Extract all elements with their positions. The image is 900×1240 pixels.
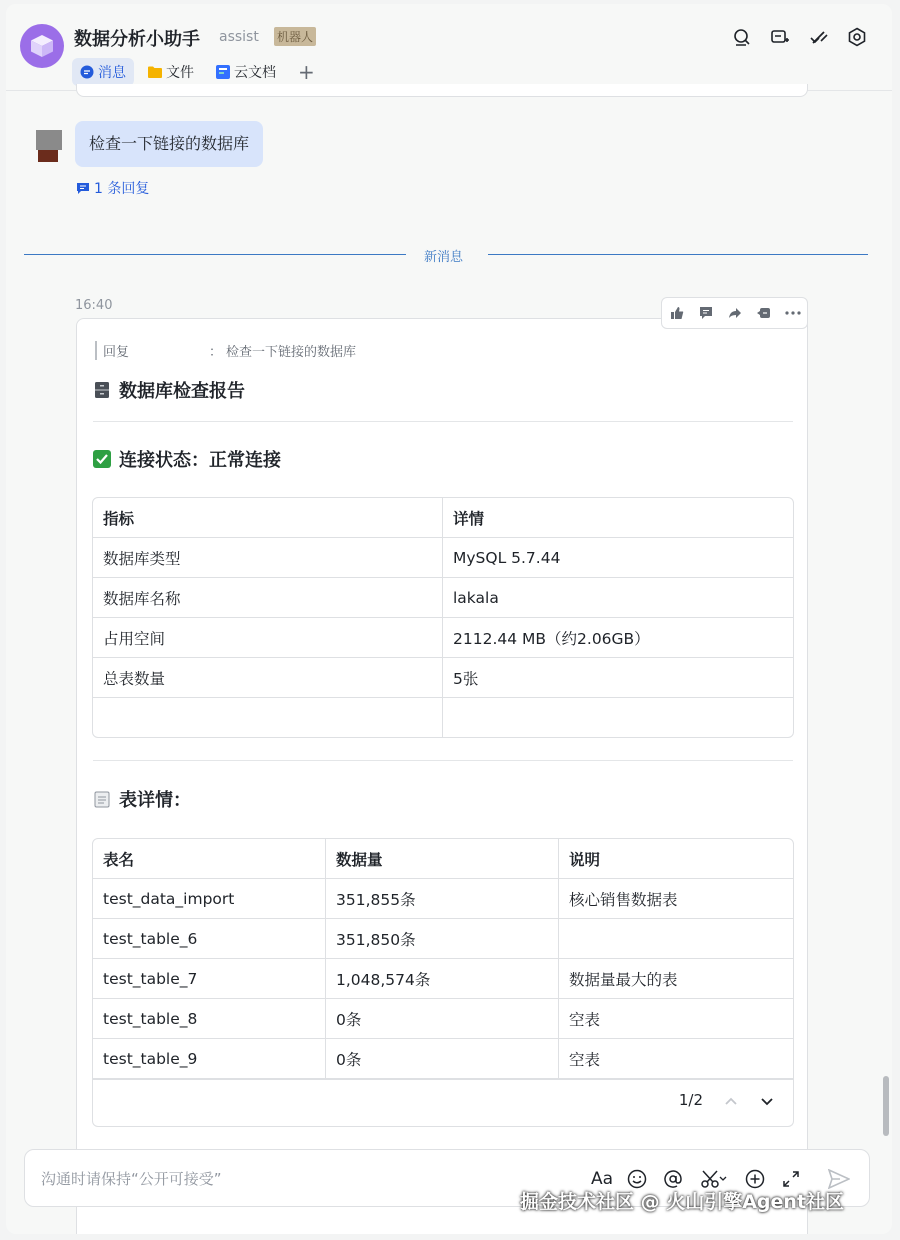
- table-row: [93, 618, 793, 658]
- tab-messages[interactable]: [72, 58, 134, 86]
- table-cell: 数据库名称: [93, 578, 443, 618]
- table-cell: test_table_7: [93, 959, 326, 999]
- table-cell: MySQL 5.7.44: [443, 538, 793, 578]
- quote-prefix: 回复: [103, 345, 130, 360]
- file-cabinet-icon: [93, 381, 111, 399]
- table-row: [93, 919, 793, 959]
- reply-count: 1 条回复: [94, 181, 150, 197]
- table-row: [93, 658, 793, 698]
- cloud-doc-icon: [216, 65, 230, 79]
- table-header-cell: 说明: [559, 839, 793, 879]
- table-row: [93, 959, 793, 999]
- add-tab-button[interactable]: +: [298, 60, 315, 84]
- comment-icon[interactable]: [695, 302, 717, 324]
- tables-heading: [93, 786, 191, 812]
- table-row: [93, 1039, 793, 1079]
- chat-title: 数据分析小助手: [74, 29, 200, 50]
- table-cell: [93, 698, 443, 737]
- table-row: [93, 698, 793, 737]
- table-cell: 5张: [443, 658, 793, 698]
- table-cell: 核心销售数据表: [559, 879, 793, 919]
- table-cell: 数据量最大的表: [559, 959, 793, 999]
- table-pager: [92, 1078, 794, 1127]
- bot-avatar[interactable]: [20, 24, 64, 68]
- reply-bubble-icon: [76, 182, 90, 195]
- table-cell: 2112.44 MB（约2.06GB）: [443, 618, 793, 658]
- quote-separator: ：: [209, 345, 223, 360]
- new-messages-label: 新消息: [424, 250, 464, 265]
- search-icon[interactable]: [729, 24, 755, 50]
- table-cell: test_data_import: [93, 879, 326, 919]
- table-cell: [559, 919, 793, 959]
- divider-line: [93, 760, 793, 761]
- table-header-cell: 详情: [443, 498, 793, 538]
- new-messages-divider-right: [488, 254, 868, 255]
- connection-heading: [93, 446, 281, 472]
- tab-files[interactable]: [140, 58, 202, 86]
- table-cell: 1,048,574条: [326, 959, 559, 999]
- table-row: [93, 578, 793, 618]
- reply-quote[interactable]: [95, 341, 356, 360]
- watermark: 掘金技术社区 @ 火山引擎Agent社区: [520, 1191, 845, 1213]
- divider-line: [93, 421, 793, 422]
- table-header-cell: 数据量: [326, 839, 559, 879]
- new-messages-divider-left: [24, 254, 406, 255]
- message-actions-bar: [661, 297, 808, 329]
- table-cell: test_table_8: [93, 999, 326, 1039]
- green-check-icon: [93, 450, 111, 468]
- thread-replies-link[interactable]: [76, 178, 149, 198]
- report-title: 数据库检查报告: [119, 381, 245, 402]
- table-header-row: [93, 839, 793, 879]
- table-cell: lakala: [443, 578, 793, 618]
- new-group-icon[interactable]: [767, 24, 793, 50]
- scrollbar-thumb[interactable]: [883, 1076, 889, 1136]
- table-row: [93, 538, 793, 578]
- chevron-down-icon[interactable]: [757, 1091, 777, 1111]
- cube-icon: [28, 32, 56, 60]
- tab-cloud-docs[interactable]: [208, 58, 284, 86]
- previous-message-card: [76, 84, 808, 97]
- table-cell: 0条: [326, 999, 559, 1039]
- quote-text: 检查一下链接的数据库: [226, 345, 357, 360]
- table-cell: 351,855条: [326, 879, 559, 919]
- thumbs-up-icon[interactable]: [666, 302, 688, 324]
- message-time: 16:40: [75, 298, 113, 313]
- chat-subtitle: assist: [219, 29, 259, 45]
- tables-title: 表详情：: [119, 790, 191, 811]
- chat-header: [6, 4, 892, 91]
- table-cell: 351,850条: [326, 919, 559, 959]
- user-message-bubble: 检查一下链接的数据库: [75, 121, 263, 167]
- settings-gear-icon[interactable]: [844, 24, 870, 50]
- tables-detail-table: [92, 838, 794, 1080]
- table-cell: [443, 698, 793, 737]
- report-heading: [93, 377, 245, 403]
- table-header-cell: 表名: [93, 839, 326, 879]
- table-header-row: [93, 498, 793, 538]
- bot-message-card: [76, 318, 808, 1234]
- tab-label: 文件: [166, 65, 194, 81]
- table-cell: 数据库类型: [93, 538, 443, 578]
- tab-label: 消息: [98, 65, 126, 81]
- tab-label: 云文档: [234, 65, 276, 81]
- forward-icon[interactable]: [724, 302, 746, 324]
- table-cell: 空表: [559, 999, 793, 1039]
- table-row: [93, 879, 793, 919]
- connection-title: 连接状态：正常连接: [119, 450, 281, 471]
- more-icon[interactable]: [782, 302, 804, 324]
- folder-icon: [148, 66, 162, 78]
- chevron-up-icon[interactable]: [721, 1091, 741, 1111]
- quote-reply-icon[interactable]: [753, 302, 775, 324]
- text-format-icon[interactable]: Aa: [590, 1169, 614, 1189]
- table-cell: 0条: [326, 1039, 559, 1079]
- chat-bubble-icon: [80, 65, 94, 79]
- table-cell: 占用空间: [93, 618, 443, 658]
- user-avatar[interactable]: [36, 130, 62, 166]
- table-cell: test_table_9: [93, 1039, 326, 1079]
- table-cell: test_table_6: [93, 919, 326, 959]
- table-header-cell: 指标: [93, 498, 443, 538]
- chat-window: [6, 4, 892, 1234]
- table-cell: 空表: [559, 1039, 793, 1079]
- input-placeholder: 沟通时请保持“公开可接受”: [41, 1170, 222, 1188]
- bot-badge: 机器人: [274, 27, 316, 46]
- pager-text: 1/2: [678, 1091, 703, 1109]
- chat-tabs: [72, 58, 323, 86]
- pencil-check-icon[interactable]: [806, 24, 832, 50]
- summary-table: [92, 497, 794, 738]
- table-row: [93, 999, 793, 1039]
- notepad-icon: [93, 790, 111, 808]
- table-cell: 总表数量: [93, 658, 443, 698]
